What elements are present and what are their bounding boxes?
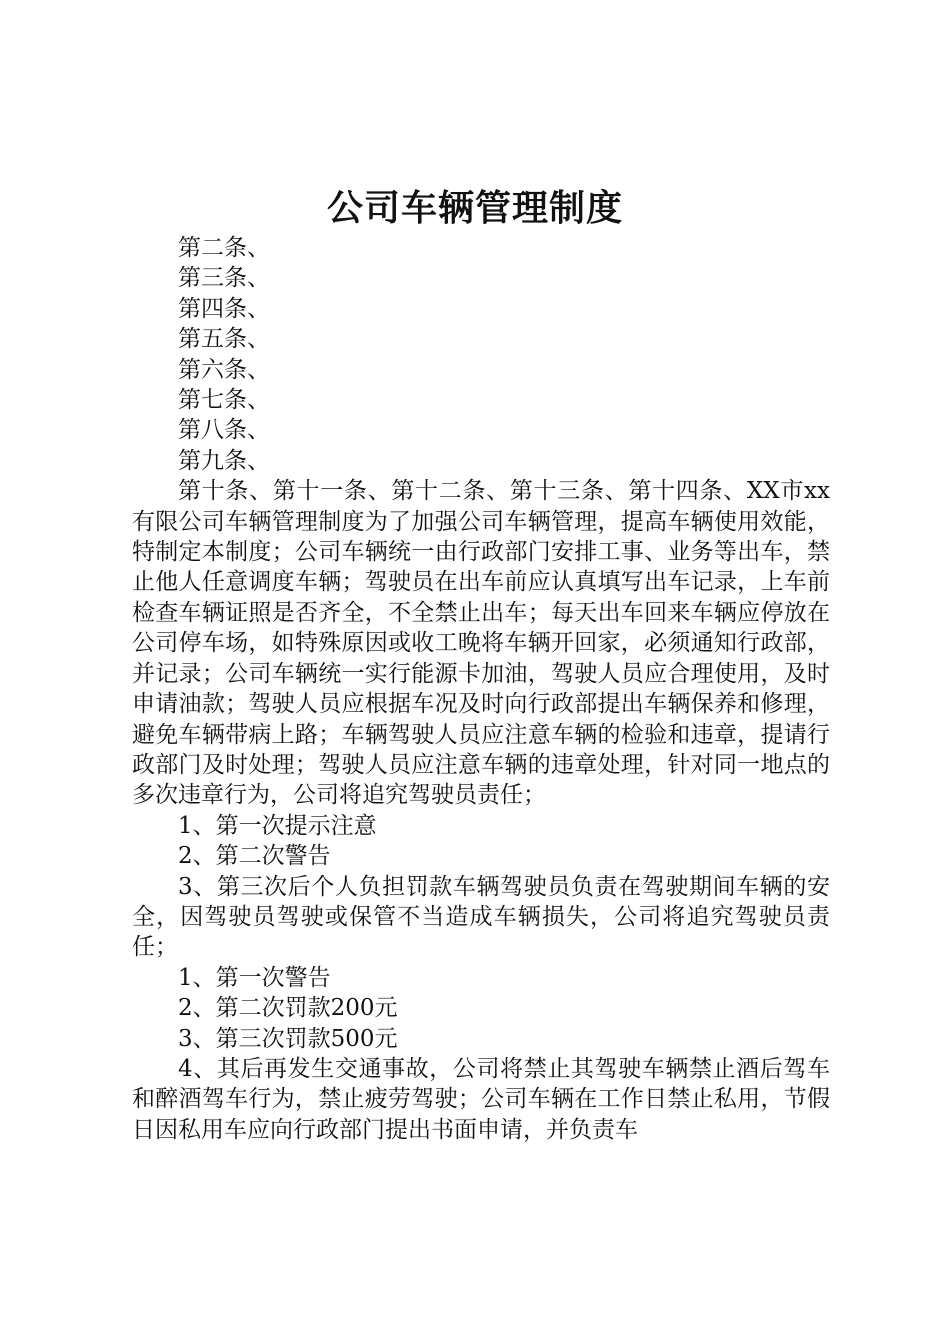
violation-item-2: 2、第二次警告	[178, 843, 331, 870]
violation-item-3: 3、第三次后个人负担罚款车辆驾驶员负责在驾驶期间车辆的安全，因驾驶员驾驶或保管不当造成车辆损失，公司将追究驾驶员责任；	[132, 873, 830, 961]
clause-6: 第六条、	[178, 356, 270, 383]
main-paragraph: 第十条、第十一条、第十二条、第十三条、第十四条、XX市xx有限公司车辆管理制度为了加强公司车辆管理，提高车辆使用效能，特制定本制度；公司车辆统一由行政部门安排工事、业务等出车，禁止他人任意调度车辆；驾驶员在出车前应认真填写出车记录，上车前检查车辆证照是否齐全，不全禁止出车；每天出车回来车辆应停放在公司停车场，如特殊原因或收工晚将车辆开回家，必须通知行政部，并记录；公司车辆统一实行能源卡加油，驾驶人员应合理使用，及时申请油款；驾驶人员应根据车况及时向行政部提出车辆保养和修理，避免车辆带病上路；车辆驾驶人员应注意车辆的检验和违章，提请行政部门及时处理；驾驶人员应注意车辆的违章处理，针对同一地点的多次违章行为，公司将追究驾驶员责任；	[132, 478, 830, 809]
clause-4: 第四条、	[178, 295, 270, 322]
clause-3: 第三条、	[178, 265, 270, 292]
accident-item-1: 1、第一次警告	[178, 964, 331, 991]
clause-9: 第九条、	[178, 447, 270, 474]
document-body	[132, 233, 830, 1145]
accident-item-3: 3、第三次罚款500元	[178, 1025, 398, 1052]
clause-5: 第五条、	[178, 326, 270, 353]
clause-2: 第二条、	[178, 235, 270, 261]
accident-item-2: 2、第二次罚款200元	[178, 995, 398, 1022]
accident-item-4: 4、其后再发生交通事故，公司将禁止其驾驶车辆禁止酒后驾车和醉酒驾车行为，禁止疲劳驾驶；公司车辆在工作日禁止私用，节假日因私用车应向行政部门提出书面申请，并负责车	[132, 1055, 830, 1143]
clause-7: 第七条、	[178, 387, 270, 414]
violation-item-1: 1、第一次提示注意	[178, 812, 377, 839]
clause-8: 第八条、	[178, 417, 270, 444]
document-title: 公司车辆管理制度	[326, 187, 623, 229]
